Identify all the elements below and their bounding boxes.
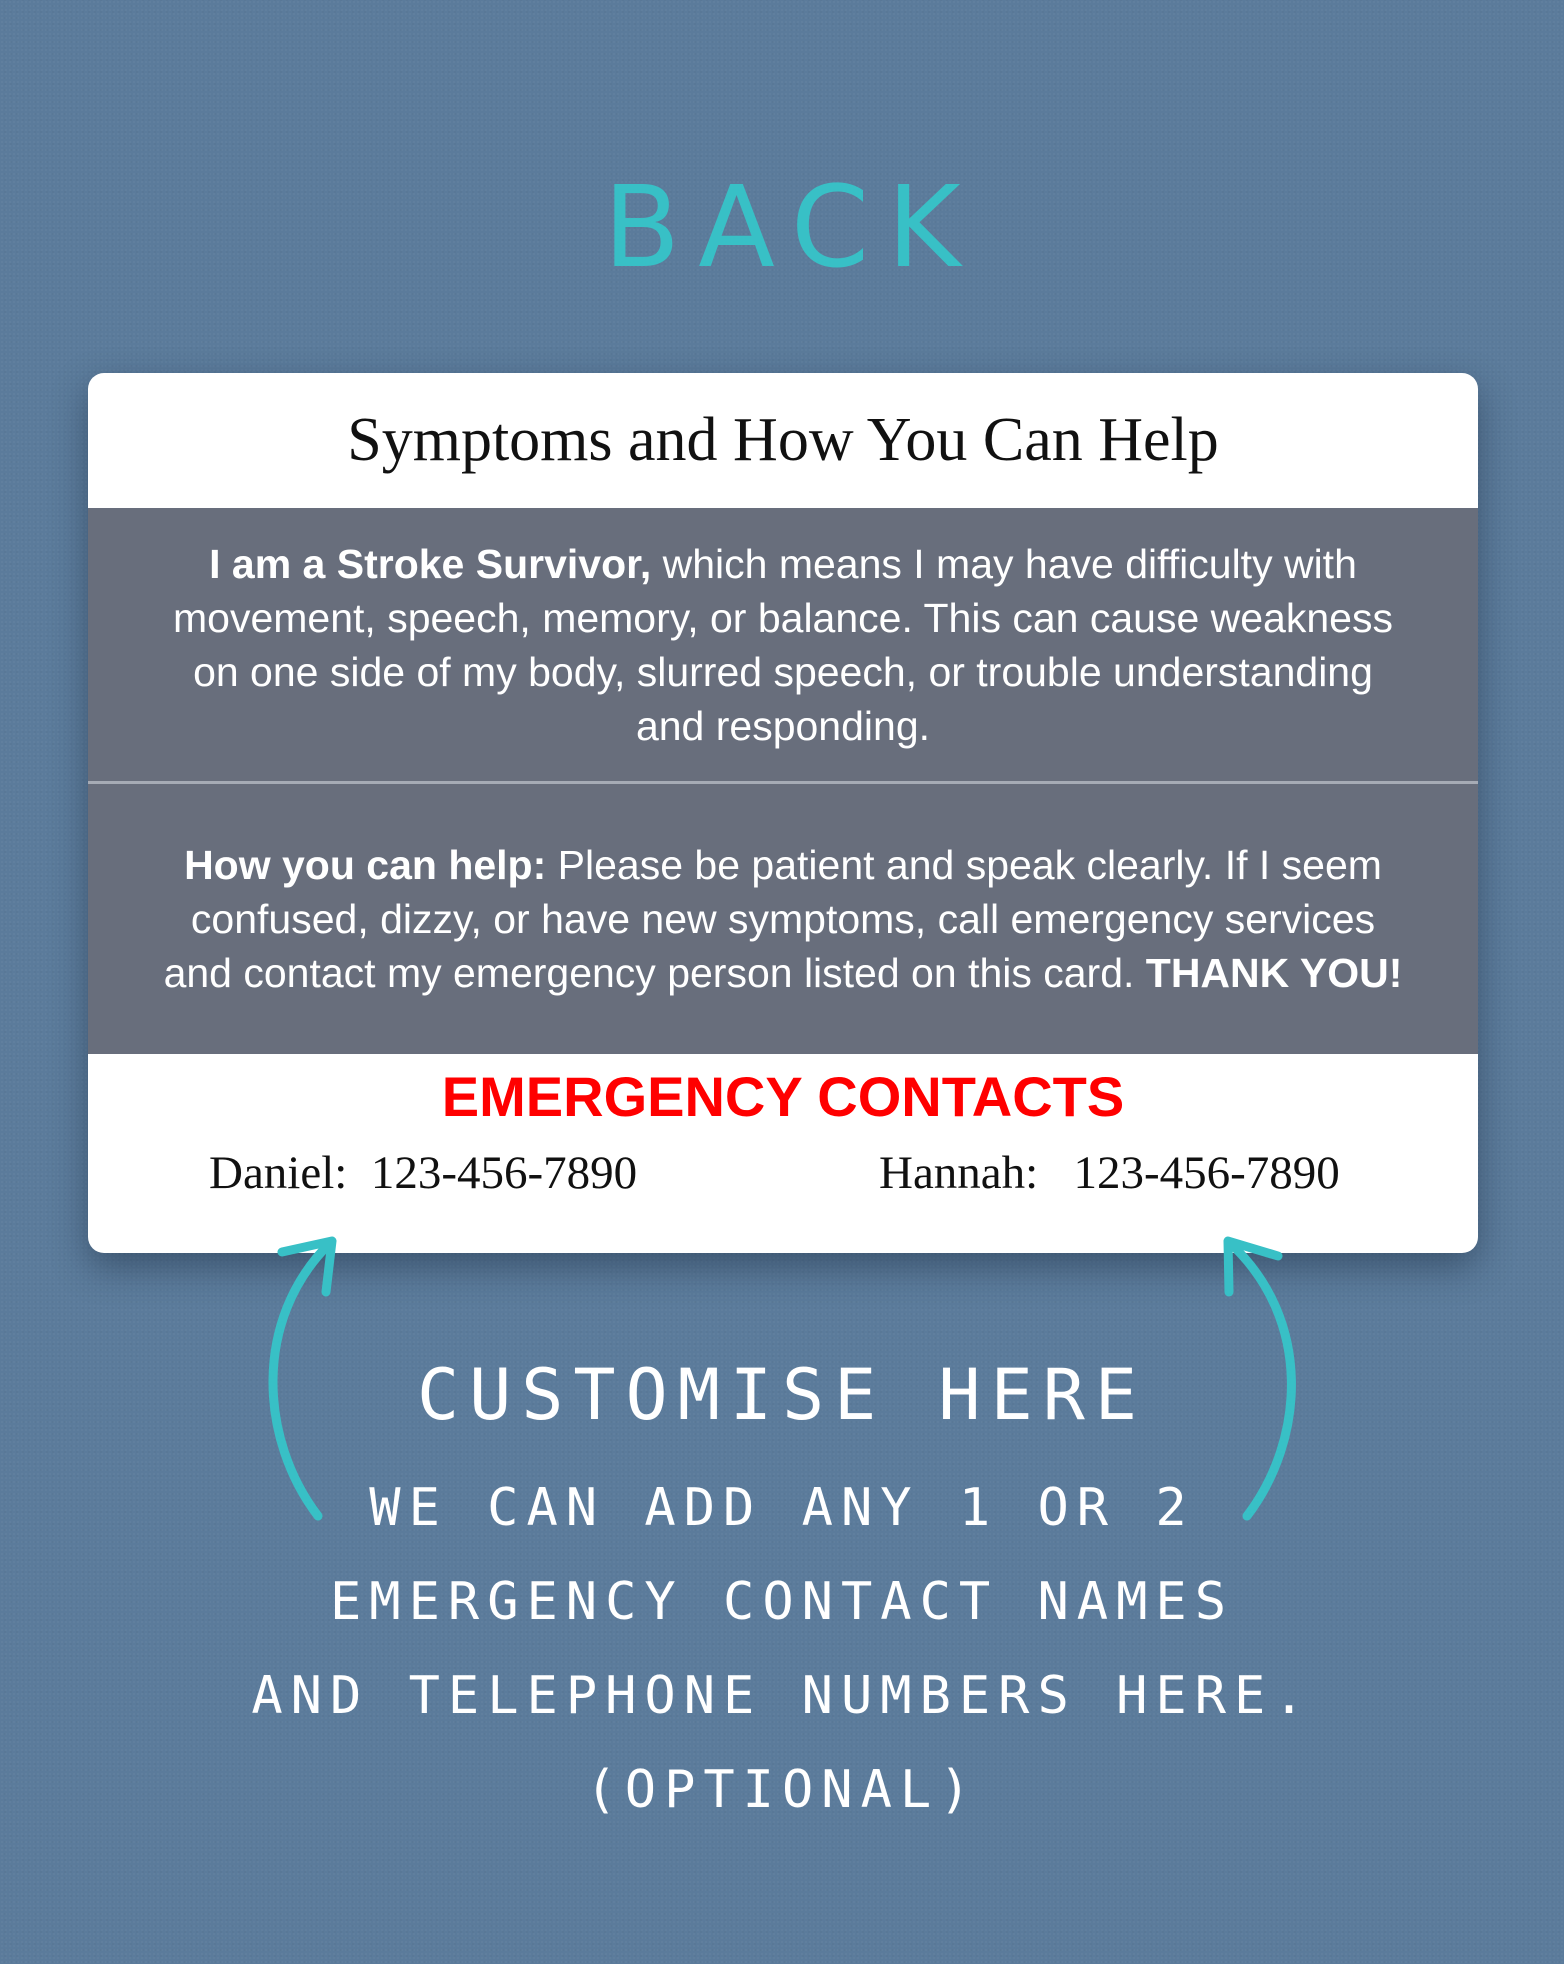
customise-line-4: (OPTIONAL) — [585, 1760, 979, 1820]
card-title: Symptoms and How You Can Help — [347, 406, 1219, 474]
survivor-info-bold: I am a Stroke Survivor, — [209, 540, 652, 587]
contact-name: Daniel: — [209, 1147, 348, 1199]
customise-line-2: EMERGENCY CONTACT NAMES — [329, 1572, 1235, 1632]
emergency-contacts-title: EMERGENCY CONTACTS — [441, 1065, 1125, 1128]
thank-you-text: THANK YOU! — [1145, 950, 1403, 996]
survivor-info-body: which means I may have difficulty with movement, speech, memory, or balance. This can cause weakness on one side of my body, slurred speech, or trouble understanding and responding. — [173, 540, 1393, 749]
contact-phone: 123-456-7890 — [370, 1147, 638, 1199]
contact-phone: 123-456-7890 — [1073, 1147, 1340, 1199]
contact-name: Hannah: — [879, 1147, 1039, 1199]
help-info-body: Please be patient and speak clearly. If I seem confused, dizzy, or have new symptoms, call emergency services and contact my emergency person listed on this card. — [163, 842, 1382, 996]
customise-title: CUSTOMISE HERE — [416, 1354, 1147, 1436]
customise-line-3: AND TELEPHONE NUMBERS HERE. — [251, 1666, 1313, 1726]
page-heading: BACK — [603, 163, 979, 293]
customise-line-1: WE CAN ADD ANY 1 OR 2 — [369, 1478, 1195, 1538]
help-info-bold: How you can help: — [184, 842, 547, 888]
